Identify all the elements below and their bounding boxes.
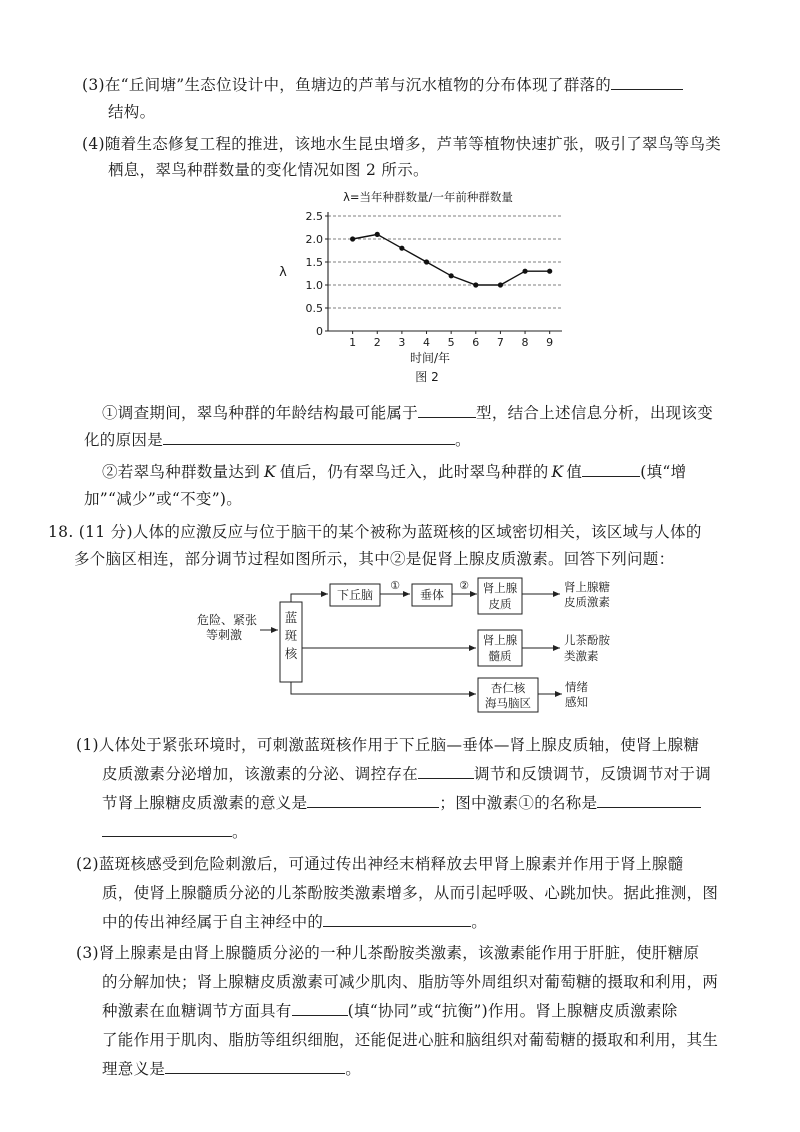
- q18-part3-line2: 的分解加快；肾上腺糖皮质激素可减少肌肉、脂肪等外周组织对葡萄糖的摄取和利用，两: [102, 973, 719, 991]
- y-tick-label: 2.0: [305, 233, 323, 246]
- lambda-data-point: [522, 269, 527, 274]
- stress-regulation-diagram: [180, 572, 640, 722]
- locus-coeruleus-label-1: 蓝: [284, 610, 298, 625]
- answer-blank[interactable]: [418, 401, 476, 418]
- emotion-label-1: 情绪: [565, 680, 588, 694]
- y-tick-label: 0: [316, 325, 323, 338]
- lambda-data-point: [375, 232, 380, 237]
- stimulus-label-1: 危险、紧张: [197, 613, 258, 627]
- answer-blank[interactable]: [582, 460, 640, 477]
- figure-caption: 图 2: [415, 370, 439, 384]
- emotion-label-2: 感知: [565, 695, 588, 709]
- lambda-data-point: [399, 246, 404, 251]
- x-tick-label: 7: [496, 336, 504, 349]
- answer-blank[interactable]: [163, 428, 455, 445]
- locus-coeruleus-label-2: 斑: [284, 628, 298, 643]
- q17-sub2-line1: ②若翠鸟种群数量达到 K 值后，仍有翠鸟迁入，此时翠鸟种群的 K 值 (填“增: [102, 460, 686, 482]
- branch-arrow-1: [291, 594, 328, 602]
- lambda-data-point: [473, 282, 478, 287]
- pituitary-label: 垂体: [419, 588, 445, 602]
- q18-part3-line1: (3)肾上腺素是由肾上腺髓质分泌的一种儿茶酚胺类激素，该激素能作用于肝脏，使肝糖原: [76, 944, 700, 962]
- q17-sub1-line1: ①调查期间，翠鸟种群的年龄结构最可能属于 型，结合上述信息分析，出现该变: [102, 401, 713, 423]
- hormone2-label: ②: [459, 579, 469, 592]
- answer-blank[interactable]: [102, 820, 232, 837]
- answer-blank[interactable]: [323, 910, 471, 927]
- answer-blank[interactable]: [611, 73, 683, 90]
- y-tick-label: 1.0: [305, 279, 323, 292]
- x-tick-label: 8: [521, 336, 529, 349]
- answer-blank[interactable]: [597, 791, 701, 808]
- q17-sub2-line2: 加”“减少”或“不变”)。: [84, 490, 243, 508]
- lambda-data-point: [449, 273, 454, 278]
- glucocorticoid-label-1: 肾上腺糖: [564, 580, 610, 594]
- branch-arrow-3: [291, 682, 476, 694]
- amygdala-label: 杏仁核: [490, 681, 526, 695]
- catecholamine-label-2: 类激素: [564, 649, 599, 663]
- y-tick-label: 1.5: [305, 256, 323, 269]
- y-axis-label: λ: [279, 265, 287, 280]
- answer-blank[interactable]: [307, 791, 439, 808]
- q18-part2-line2: 质，使肾上腺髓质分泌的儿茶酚胺类激素增多，从而引起呼吸、心跳加快。据此推测，图: [102, 884, 719, 902]
- chart-title: λ=当年种群数量/一年前种群数量: [343, 190, 513, 204]
- lambda-data-point: [547, 269, 552, 274]
- adrenal-cortex-label-1: 肾上腺: [482, 581, 518, 595]
- q18-part3-line4: 了能作用于肌肉、脂肪等组织细胞，还能促进心脏和脑组织对葡萄糖的摄取和利用，其生: [102, 1031, 719, 1049]
- lambda-data-point: [424, 259, 429, 264]
- q18-part1-line3: 节肾上腺糖皮质激素的意义是 ；图中激素①的名称是: [102, 791, 701, 813]
- x-tick-label: 6: [472, 336, 480, 349]
- q17-part4-line2: 栖息，翠鸟种群数量的变化情况如图 2 所示。: [108, 161, 429, 179]
- x-tick-label: 2: [373, 336, 381, 349]
- hippocampus-label: 海马脑区: [485, 696, 531, 710]
- lambda-line-chart: [270, 186, 580, 386]
- x-tick-label: 3: [398, 336, 406, 349]
- q17-part3-line1: (3)在“丘间塘”生态位设计中，鱼塘边的芦苇与沉水植物的分布体现了群落的: [82, 73, 683, 95]
- x-axis-label: 时间/年: [409, 351, 451, 365]
- answer-blank[interactable]: [165, 1057, 345, 1074]
- lambda-data-point: [498, 282, 503, 287]
- glucocorticoid-label-2: 皮质激素: [564, 595, 610, 609]
- q18-part2-line3: 中的传出神经属于自主神经中的 。: [102, 910, 487, 932]
- x-tick-label: 4: [423, 336, 431, 349]
- q18-part1-line2: 皮质激素分泌增加，该激素的分泌、调控存在 调节和反馈调节，反馈调节对于调: [102, 762, 711, 784]
- q17-sub1-line2: 化的原因是 。: [84, 428, 471, 450]
- y-tick-label: 0.5: [305, 302, 323, 315]
- q18-part1-line1: (1)人体处于紧张环境时，可刺激蓝斑核作用于下丘脑—垂体—肾上腺皮质轴，使肾上腺糖: [76, 736, 700, 754]
- adrenal-medulla-label-2: 髓质: [488, 649, 512, 663]
- x-tick-label: 5: [447, 336, 455, 349]
- answer-blank[interactable]: [292, 999, 348, 1016]
- lambda-data-point: [350, 236, 355, 241]
- y-tick-label: 2.5: [305, 210, 323, 223]
- answer-blank[interactable]: [418, 762, 474, 779]
- q18-part3-line3: 种激素在血糖调节方面具有 (填“协同”或“抗衡”)作用。肾上腺糖皮质激素除: [102, 999, 678, 1021]
- locus-coeruleus-label-3: 核: [284, 646, 298, 661]
- x-tick-label: 9: [546, 336, 554, 349]
- q17-part4-line1: (4)随着生态修复工程的推进，该地水生昆虫增多，芦苇等植物快速扩张，吸引了翠鸟等鸟类: [82, 135, 722, 153]
- q18-intro-line2: 多个脑区相连，部分调节过程如图所示，其中②是促肾上腺皮质激素。回答下列问题：: [74, 550, 675, 568]
- q18-intro-line1: 18. (11 分)人体的应激反应与位于脑干的某个被称为蓝斑核的区域密切相关，该区域与人体的: [48, 523, 702, 541]
- hormone1-label: ①: [390, 579, 400, 592]
- adrenal-medulla-label-1: 肾上腺: [482, 633, 518, 647]
- adrenal-cortex-label-2: 皮质: [488, 597, 512, 611]
- q18-part1-line4: 。: [102, 820, 248, 842]
- stimulus-label-2: 等刺激: [206, 628, 243, 642]
- q18-part3-line5: 理意义是 。: [102, 1057, 361, 1079]
- q17-part3-line2: 结构。: [108, 103, 156, 121]
- hypothalamus-label: 下丘脑: [336, 588, 374, 602]
- x-tick-label: 1: [349, 336, 357, 349]
- catecholamine-label-1: 儿茶酚胺: [564, 633, 610, 647]
- q18-part2-line1: (2)蓝斑核感受到危险刺激后，可通过传出神经末梢释放去甲肾上腺素并作用于肾上腺髓: [76, 855, 684, 873]
